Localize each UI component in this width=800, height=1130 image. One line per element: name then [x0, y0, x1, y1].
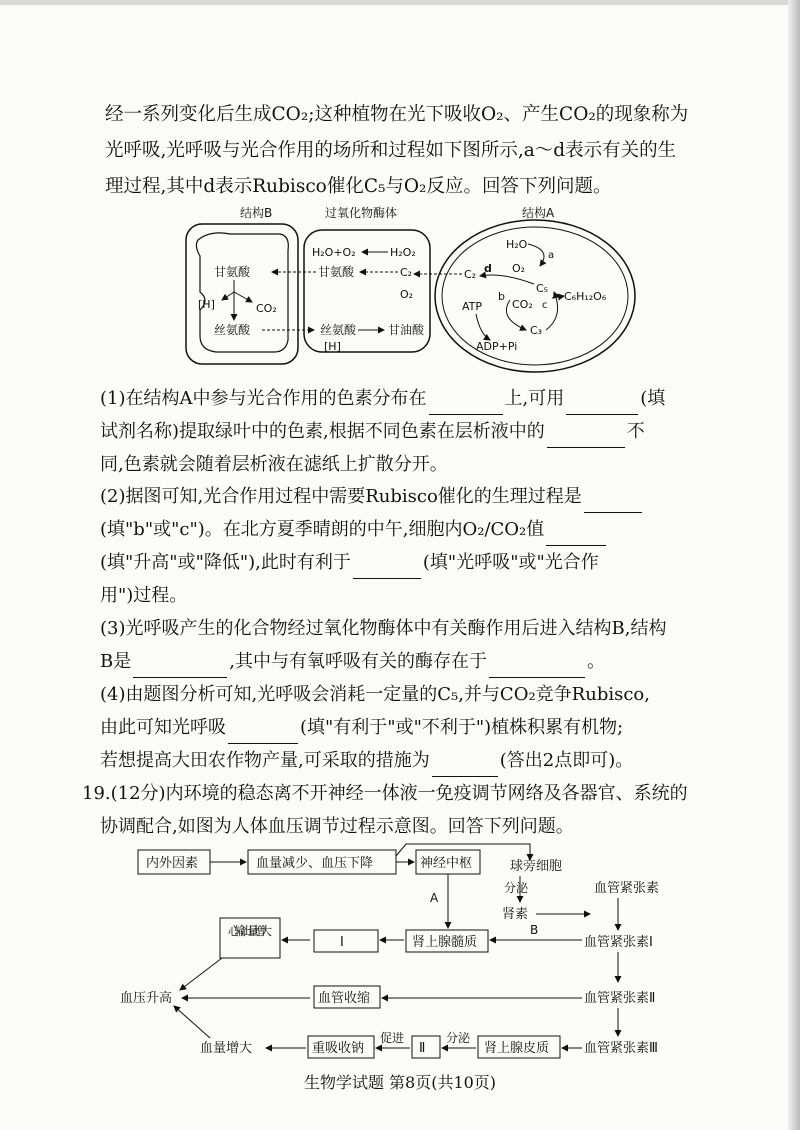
adp-pi: ADP+Pi: [476, 340, 518, 353]
blood-pressure-diagram: [110, 840, 690, 1060]
arrow-to-glucose: [552, 296, 564, 298]
q1-line3: 同,色素就会随着层析液在滤纸上扩散分开。: [100, 454, 448, 475]
nadh-p: [H]: [324, 340, 341, 353]
q2-blank-2[interactable]: [546, 523, 606, 546]
label-d: d: [484, 262, 492, 275]
text-I: Ⅰ: [340, 935, 344, 950]
q2-line2: (填"b"或"c")。在北方夏季晴朗的中午,细胞内O₂/CO₂值: [100, 513, 710, 546]
h2o2: H₂O₂: [390, 246, 416, 259]
arrow-atp-adp: [476, 314, 490, 340]
o2-a: O₂: [512, 262, 526, 275]
q2-blank-3[interactable]: [353, 556, 421, 579]
co2-b: CO₂: [256, 302, 277, 315]
q1-line1: (1)在结构A中参与光合作用的色素分布在 上,可用 (填: [100, 382, 710, 415]
q3-blank-1[interactable]: [133, 655, 227, 678]
nadh-b: [H]: [198, 298, 215, 311]
intro-line-2: 光呼吸,光呼吸与光合作用的场所和过程如下图所示,a～d表示有关的生: [105, 140, 677, 161]
c2-a: C₂: [464, 268, 477, 281]
co2-a: CO₂: [512, 298, 533, 311]
serine-p: 丝氨酸: [320, 323, 357, 337]
text-vaso: 血管收缩: [318, 991, 371, 1006]
h2o-o2: H₂O+O₂: [312, 246, 356, 259]
scan-right-edge: [788, 0, 800, 1130]
text-renin: 肾素: [502, 907, 529, 922]
text-factors: 内外因素: [146, 856, 199, 871]
intro-line-3: 理过程,其中d表示Rubisco催化C₅与O₂反应。回答下列问题。: [105, 176, 612, 197]
q19-line1: 19.(12分)内环境的稳态离不开神经一体液一免疫调节网络及各器官、系统的: [82, 783, 688, 804]
q1-line2: 试剂名称)提取绿叶中的色素,根据不同色素在层析液中的 不: [100, 415, 710, 448]
q2-blank-1[interactable]: [584, 490, 642, 513]
text-secrete: 分泌: [504, 881, 529, 895]
glycerate: 甘油酸: [388, 323, 425, 337]
label-c: c: [542, 300, 548, 311]
text-reabs: 重吸收钠: [312, 1041, 365, 1056]
text-ang3: 血管紧张素Ⅲ: [584, 1041, 658, 1056]
q4-blank-2[interactable]: [432, 754, 498, 777]
glycine-b: 甘氨酸: [214, 265, 251, 279]
q4-line1: (4)由题图分析可知,光呼吸会消耗一定量的C₅,并与CO₂竞争Rubisco,: [100, 684, 650, 705]
q1-blank-1[interactable]: [429, 392, 503, 415]
text-cortex: 肾上腺皮质: [484, 1041, 550, 1056]
q2-line3: (填"升高"或"降低"),此时有利于 (填"光呼吸"或"光合作: [100, 546, 710, 579]
arrow-to-co2: [234, 292, 252, 302]
text-bp-up: 血压升高: [120, 991, 173, 1006]
c5-a: C₅: [536, 282, 549, 295]
q1-blank-3[interactable]: [547, 425, 625, 448]
scan-top-edge: [0, 0, 800, 5]
q2-line1: (2)据图可知,光合作用过程中需要Rubisco催化的生理过程是: [100, 480, 710, 513]
q4-line2: 由此可知光呼吸 (填"有利于"或"不利于")植株积累有机物;: [100, 711, 710, 744]
page-footer: 生物学试题 第8页(共10页): [303, 1073, 497, 1092]
arrow-output-bp: [180, 958, 222, 990]
q3-blank-2[interactable]: [489, 655, 585, 678]
label-peroxisome: 过氧化物酶体: [325, 206, 398, 220]
q4-blank-1[interactable]: [228, 721, 298, 744]
label-structure-b: 结构B: [240, 206, 273, 220]
label-A: A: [430, 891, 439, 905]
q3-line2: B是 ,其中与有氧呼吸有关的酶存在于 。: [100, 645, 710, 678]
text-ang1: 血管紧张素Ⅰ: [584, 935, 653, 950]
arrow-vol-bp: [174, 1006, 210, 1038]
intro-line-1: 经一系列变化后生成CO₂;这种植物在光下吸收O₂、产生CO₂的现象称为: [105, 104, 689, 125]
text-drop: 血量减少、血压下降: [256, 856, 374, 871]
atp: ATP: [462, 300, 483, 313]
h2o-a: H₂O: [506, 238, 528, 251]
q19-line2: 协调配合,如图为人体血压调节过程示意图。回答下列问题。: [100, 816, 574, 837]
text-secrete2: 分泌: [446, 1031, 471, 1045]
glycine-p: 甘氨酸: [318, 265, 355, 279]
text-ang2: 血管紧张素Ⅱ: [584, 991, 656, 1006]
q2-line4: 用")过程。: [100, 585, 188, 606]
q3-line1: (3)光呼吸产生的化合物经过氧化物酶体中有关酶作用后进入结构B,结构: [100, 618, 667, 639]
text-jgc: 球旁细胞: [510, 859, 563, 874]
c2-p: C₂: [400, 266, 413, 279]
text-output: 心输出量增大: [228, 924, 272, 938]
label-B: B: [530, 923, 539, 937]
text-center: 神经中枢: [420, 856, 473, 871]
label-a: a: [548, 250, 555, 261]
text-medulla: 肾上腺髓质: [412, 935, 478, 950]
arrow-c5-c2: [480, 275, 534, 284]
glucose: C₆H₁₂O₆: [564, 290, 607, 303]
text-vol-up: 血量增大: [200, 1041, 253, 1056]
q4-line3: 若想提高大田农作物产量,可采取的措施为 (答出2点即可)。: [100, 744, 710, 777]
photorespiration-diagram: [180, 200, 640, 380]
box-II: [412, 1036, 440, 1058]
o2-p: O₂: [400, 288, 414, 301]
serine-b: 丝氨酸: [214, 323, 251, 337]
label-structure-a: 结构A: [522, 206, 555, 220]
arrow-to-h: [222, 292, 234, 300]
label-b: b: [498, 290, 505, 303]
text-ang0: 血管紧张素: [594, 881, 660, 896]
c3-a: C₃: [530, 324, 543, 337]
text-II: Ⅱ: [419, 1041, 426, 1056]
arrow-a: [528, 244, 544, 266]
box-I: [314, 930, 378, 952]
text-promote: 促进: [380, 1031, 405, 1045]
q1-blank-2[interactable]: [566, 392, 638, 415]
